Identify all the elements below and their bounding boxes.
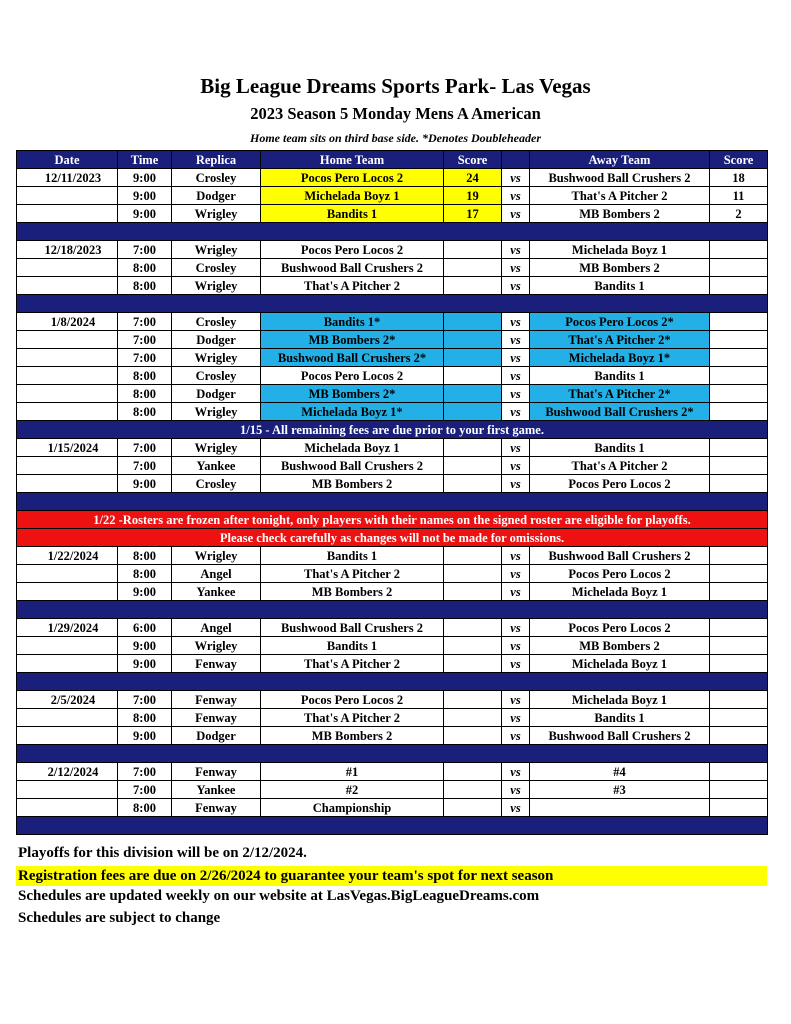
time-cell: 9:00 xyxy=(118,169,172,187)
home-team-cell: Bandits 1 xyxy=(261,205,444,223)
game-row xyxy=(17,169,768,187)
replica-cell: Yankee xyxy=(172,457,261,475)
home-score-cell xyxy=(444,583,502,601)
date-cell xyxy=(17,205,118,223)
spacer-row xyxy=(17,673,768,691)
notice-text: Please check carefully as changes will not be made for omissions. xyxy=(17,529,768,547)
home-score-cell xyxy=(444,637,502,655)
notice-row xyxy=(17,421,768,439)
vs-cell: vs xyxy=(502,475,530,493)
away-score-cell xyxy=(710,457,768,475)
away-team-cell: Michelada Boyz 1* xyxy=(530,349,710,367)
game-row xyxy=(17,637,768,655)
col-header-time: Time xyxy=(118,151,172,169)
away-score-cell xyxy=(710,799,768,817)
notice-text: 1/15 - All remaining fees are due prior to your first game. xyxy=(17,421,768,439)
time-cell: 9:00 xyxy=(118,637,172,655)
time-cell: 8:00 xyxy=(118,547,172,565)
date-cell: 1/8/2024 xyxy=(17,313,118,331)
away-score-cell xyxy=(710,277,768,295)
home-score-cell xyxy=(444,259,502,277)
home-score-cell xyxy=(444,691,502,709)
date-cell xyxy=(17,709,118,727)
game-row xyxy=(17,709,768,727)
vs-cell: vs xyxy=(502,277,530,295)
home-score-cell xyxy=(444,781,502,799)
home-team-cell: That's A Pitcher 2 xyxy=(261,655,444,673)
away-team-cell: Bushwood Ball Crushers 2* xyxy=(530,403,710,421)
away-team-cell: Michelada Boyz 1 xyxy=(530,241,710,259)
spacer-row xyxy=(17,817,768,835)
home-team-cell: #2 xyxy=(261,781,444,799)
subject-note: Schedules are subject to change xyxy=(18,910,221,926)
home-team-cell: Championship xyxy=(261,799,444,817)
replica-cell: Dodger xyxy=(172,331,261,349)
date-cell xyxy=(17,781,118,799)
date-cell: 2/5/2024 xyxy=(17,691,118,709)
home-score-cell xyxy=(444,313,502,331)
away-score-cell xyxy=(710,637,768,655)
replica-cell: Fenway xyxy=(172,691,261,709)
away-team-cell: Pocos Pero Locos 2 xyxy=(530,565,710,583)
replica-cell: Wrigley xyxy=(172,349,261,367)
home-team-cell: Michelada Boyz 1 xyxy=(261,187,444,205)
vs-cell: vs xyxy=(502,799,530,817)
vs-cell: vs xyxy=(502,331,530,349)
time-cell: 9:00 xyxy=(118,727,172,745)
away-score-cell: 2 xyxy=(710,205,768,223)
vs-cell: vs xyxy=(502,187,530,205)
away-team-cell xyxy=(530,799,710,817)
away-score-cell xyxy=(710,709,768,727)
col-header-home-score: Score xyxy=(444,151,502,169)
home-score-cell xyxy=(444,241,502,259)
replica-cell: Wrigley xyxy=(172,439,261,457)
home-score-cell xyxy=(444,331,502,349)
time-cell: 7:00 xyxy=(118,349,172,367)
away-score-cell xyxy=(710,331,768,349)
home-score-cell xyxy=(444,565,502,583)
home-team-cell: Pocos Pero Locos 2 xyxy=(261,691,444,709)
away-team-cell: That's A Pitcher 2 xyxy=(530,187,710,205)
away-score-cell xyxy=(710,259,768,277)
away-team-cell: Michelada Boyz 1 xyxy=(530,583,710,601)
home-team-cell: MB Bombers 2* xyxy=(261,385,444,403)
date-cell: 12/18/2023 xyxy=(17,241,118,259)
game-row xyxy=(17,277,768,295)
home-team-cell: Pocos Pero Locos 2 xyxy=(261,367,444,385)
replica-cell: Crosley xyxy=(172,475,261,493)
date-cell xyxy=(17,637,118,655)
table-header-row xyxy=(17,151,768,169)
home-team-cell: Michelada Boyz 1 xyxy=(261,439,444,457)
replica-cell: Wrigley xyxy=(172,241,261,259)
home-team-cell: Bushwood Ball Crushers 2 xyxy=(261,259,444,277)
vs-cell: vs xyxy=(502,367,530,385)
replica-cell: Fenway xyxy=(172,655,261,673)
date-cell xyxy=(17,475,118,493)
replica-cell: Yankee xyxy=(172,781,261,799)
time-cell: 9:00 xyxy=(118,655,172,673)
game-row xyxy=(17,439,768,457)
date-cell xyxy=(17,259,118,277)
away-team-cell: Pocos Pero Locos 2 xyxy=(530,475,710,493)
replica-cell: Fenway xyxy=(172,799,261,817)
home-score-cell xyxy=(444,403,502,421)
home-team-cell: Pocos Pero Locos 2 xyxy=(261,241,444,259)
game-row xyxy=(17,313,768,331)
away-score-cell xyxy=(710,241,768,259)
spacer-cell xyxy=(17,817,768,835)
vs-cell: vs xyxy=(502,403,530,421)
home-team-cell: Bushwood Ball Crushers 2* xyxy=(261,349,444,367)
col-header-away-score: Score xyxy=(710,151,768,169)
home-team-cell: Bandits 1* xyxy=(261,313,444,331)
home-team-cell: That's A Pitcher 2 xyxy=(261,709,444,727)
date-cell xyxy=(17,367,118,385)
replica-cell: Wrigley xyxy=(172,403,261,421)
home-team-cell: MB Bombers 2 xyxy=(261,475,444,493)
date-cell xyxy=(17,583,118,601)
website-note: Schedules are updated weekly on our website at LasVegas.BigLeagueDreams.com xyxy=(18,888,540,904)
away-team-cell: Pocos Pero Locos 2* xyxy=(530,313,710,331)
vs-cell: vs xyxy=(502,583,530,601)
home-team-cell: MB Bombers 2 xyxy=(261,727,444,745)
home-score-cell xyxy=(444,367,502,385)
spacer-cell xyxy=(17,673,768,691)
away-score-cell xyxy=(710,403,768,421)
away-team-cell: Bushwood Ball Crushers 2 xyxy=(530,547,710,565)
time-cell: 9:00 xyxy=(118,205,172,223)
time-cell: 9:00 xyxy=(118,187,172,205)
home-team-cell: #1 xyxy=(261,763,444,781)
col-header-date: Date xyxy=(17,151,118,169)
page-subtitle: 2023 Season 5 Monday Mens A American xyxy=(250,104,541,123)
time-cell: 7:00 xyxy=(118,457,172,475)
spacer-cell xyxy=(17,493,768,511)
date-cell: 2/12/2024 xyxy=(17,763,118,781)
spacer-row xyxy=(17,601,768,619)
spacer-cell xyxy=(17,295,768,313)
home-team-cell: Bushwood Ball Crushers 2 xyxy=(261,619,444,637)
date-cell xyxy=(17,187,118,205)
spacer-row xyxy=(17,493,768,511)
replica-cell: Crosley xyxy=(172,259,261,277)
home-score-cell: 19 xyxy=(444,187,502,205)
game-row xyxy=(17,259,768,277)
date-cell xyxy=(17,277,118,295)
vs-cell: vs xyxy=(502,709,530,727)
header-note: Home team sits on third base side. *Denotes Doubleheader xyxy=(250,131,541,145)
game-row xyxy=(17,799,768,817)
away-score-cell xyxy=(710,547,768,565)
replica-cell: Crosley xyxy=(172,367,261,385)
away-team-cell: Bandits 1 xyxy=(530,277,710,295)
vs-cell: vs xyxy=(502,259,530,277)
away-score-cell xyxy=(710,655,768,673)
away-score-cell xyxy=(710,763,768,781)
time-cell: 8:00 xyxy=(118,565,172,583)
game-row xyxy=(17,727,768,745)
away-score-cell xyxy=(710,619,768,637)
away-team-cell: Bandits 1 xyxy=(530,367,710,385)
time-cell: 8:00 xyxy=(118,277,172,295)
replica-cell: Crosley xyxy=(172,169,261,187)
col-header-vs xyxy=(502,151,530,169)
game-row xyxy=(17,403,768,421)
vs-cell: vs xyxy=(502,439,530,457)
away-team-cell: Bandits 1 xyxy=(530,439,710,457)
home-score-cell xyxy=(444,727,502,745)
date-cell: 12/11/2023 xyxy=(17,169,118,187)
replica-cell: Fenway xyxy=(172,709,261,727)
home-team-cell: MB Bombers 2 xyxy=(261,583,444,601)
playoffs-note: Playoffs for this division will be on 2/12/2024. xyxy=(18,845,307,861)
away-team-cell: Bushwood Ball Crushers 2 xyxy=(530,169,710,187)
vs-cell: vs xyxy=(502,637,530,655)
game-row xyxy=(17,565,768,583)
vs-cell: vs xyxy=(502,349,530,367)
away-team-cell: Bushwood Ball Crushers 2 xyxy=(530,727,710,745)
time-cell: 8:00 xyxy=(118,709,172,727)
game-row xyxy=(17,457,768,475)
vs-cell: vs xyxy=(502,547,530,565)
date-cell xyxy=(17,385,118,403)
vs-cell: vs xyxy=(502,313,530,331)
home-team-cell: That's A Pitcher 2 xyxy=(261,277,444,295)
date-cell xyxy=(17,331,118,349)
home-score-cell xyxy=(444,457,502,475)
replica-cell: Wrigley xyxy=(172,637,261,655)
spacer-cell xyxy=(17,223,768,241)
time-cell: 7:00 xyxy=(118,781,172,799)
date-cell: 1/22/2024 xyxy=(17,547,118,565)
away-team-cell: MB Bombers 2 xyxy=(530,259,710,277)
home-team-cell: Michelada Boyz 1* xyxy=(261,403,444,421)
home-team-cell: MB Bombers 2* xyxy=(261,331,444,349)
replica-cell: Wrigley xyxy=(172,205,261,223)
time-cell: 8:00 xyxy=(118,259,172,277)
away-score-cell xyxy=(710,439,768,457)
away-score-cell xyxy=(710,385,768,403)
home-score-cell xyxy=(444,547,502,565)
vs-cell: vs xyxy=(502,565,530,583)
home-score-cell xyxy=(444,439,502,457)
vs-cell: vs xyxy=(502,241,530,259)
game-row xyxy=(17,205,768,223)
game-row xyxy=(17,547,768,565)
game-row xyxy=(17,619,768,637)
away-team-cell: MB Bombers 2 xyxy=(530,637,710,655)
replica-cell: Dodger xyxy=(172,187,261,205)
schedule-table xyxy=(16,150,768,835)
away-team-cell: MB Bombers 2 xyxy=(530,205,710,223)
away-score-cell xyxy=(710,367,768,385)
away-team-cell: Michelada Boyz 1 xyxy=(530,691,710,709)
home-team-cell: Bandits 1 xyxy=(261,637,444,655)
time-cell: 8:00 xyxy=(118,367,172,385)
replica-cell: Crosley xyxy=(172,313,261,331)
home-score-cell xyxy=(444,709,502,727)
home-team-cell: Bandits 1 xyxy=(261,547,444,565)
vs-cell: vs xyxy=(502,457,530,475)
date-cell xyxy=(17,799,118,817)
col-header-home-team: Home Team xyxy=(261,151,444,169)
vs-cell: vs xyxy=(502,691,530,709)
spacer-row xyxy=(17,295,768,313)
home-score-cell: 17 xyxy=(444,205,502,223)
game-row xyxy=(17,187,768,205)
game-row xyxy=(17,781,768,799)
game-row xyxy=(17,583,768,601)
date-cell xyxy=(17,655,118,673)
time-cell: 8:00 xyxy=(118,385,172,403)
time-cell: 7:00 xyxy=(118,763,172,781)
game-row xyxy=(17,475,768,493)
away-score-cell: 11 xyxy=(710,187,768,205)
replica-cell: Fenway xyxy=(172,763,261,781)
time-cell: 9:00 xyxy=(118,475,172,493)
replica-cell: Yankee xyxy=(172,583,261,601)
col-header-away-team: Away Team xyxy=(530,151,710,169)
away-score-cell xyxy=(710,475,768,493)
away-score-cell xyxy=(710,313,768,331)
away-team-cell: That's A Pitcher 2 xyxy=(530,457,710,475)
replica-cell: Wrigley xyxy=(172,547,261,565)
away-team-cell: Michelada Boyz 1 xyxy=(530,655,710,673)
home-score-cell: 24 xyxy=(444,169,502,187)
spacer-cell xyxy=(17,745,768,763)
home-score-cell xyxy=(444,349,502,367)
vs-cell: vs xyxy=(502,385,530,403)
date-cell xyxy=(17,565,118,583)
col-header-replica: Replica xyxy=(172,151,261,169)
replica-cell: Wrigley xyxy=(172,277,261,295)
date-cell: 1/15/2024 xyxy=(17,439,118,457)
away-score-cell xyxy=(710,349,768,367)
replica-cell: Dodger xyxy=(172,727,261,745)
date-cell xyxy=(17,349,118,367)
spacer-row xyxy=(17,223,768,241)
away-team-cell: Pocos Pero Locos 2 xyxy=(530,619,710,637)
time-cell: 7:00 xyxy=(118,331,172,349)
home-score-cell xyxy=(444,385,502,403)
vs-cell: vs xyxy=(502,781,530,799)
home-score-cell xyxy=(444,655,502,673)
replica-cell: Dodger xyxy=(172,385,261,403)
game-row xyxy=(17,763,768,781)
vs-cell: vs xyxy=(502,655,530,673)
game-row xyxy=(17,331,768,349)
vs-cell: vs xyxy=(502,205,530,223)
away-score-cell xyxy=(710,781,768,799)
vs-cell: vs xyxy=(502,169,530,187)
time-cell: 8:00 xyxy=(118,403,172,421)
spacer-cell xyxy=(17,601,768,619)
home-team-cell: Bushwood Ball Crushers 2 xyxy=(261,457,444,475)
date-cell: 1/29/2024 xyxy=(17,619,118,637)
home-team-cell: That's A Pitcher 2 xyxy=(261,565,444,583)
roster-notice-row xyxy=(17,511,768,529)
time-cell: 7:00 xyxy=(118,313,172,331)
game-row xyxy=(17,691,768,709)
time-cell: 7:00 xyxy=(118,691,172,709)
vs-cell: vs xyxy=(502,619,530,637)
away-team-cell: That's A Pitcher 2* xyxy=(530,331,710,349)
game-row xyxy=(17,241,768,259)
replica-cell: Angel xyxy=(172,619,261,637)
home-score-cell xyxy=(444,619,502,637)
home-score-cell xyxy=(444,277,502,295)
spacer-row xyxy=(17,745,768,763)
vs-cell: vs xyxy=(502,763,530,781)
home-score-cell xyxy=(444,799,502,817)
notice-text: 1/22 -Rosters are frozen after tonight, only players with their names on the signed roster are eligible for playoffs. xyxy=(17,511,768,529)
away-score-cell xyxy=(710,691,768,709)
home-score-cell xyxy=(444,475,502,493)
time-cell: 8:00 xyxy=(118,799,172,817)
away-score-cell xyxy=(710,727,768,745)
home-score-cell xyxy=(444,763,502,781)
roster-notice-row xyxy=(17,529,768,547)
registration-note: Registration fees are due on 2/26/2024 to guarantee your team's spot for next season xyxy=(16,866,767,886)
game-row xyxy=(17,349,768,367)
page-title: Big League Dreams Sports Park- Las Vegas xyxy=(200,74,591,98)
away-score-cell: 18 xyxy=(710,169,768,187)
vs-cell: vs xyxy=(502,727,530,745)
date-cell xyxy=(17,727,118,745)
schedule-body xyxy=(17,169,768,835)
away-team-cell: #3 xyxy=(530,781,710,799)
away-team-cell: That's A Pitcher 2* xyxy=(530,385,710,403)
time-cell: 7:00 xyxy=(118,241,172,259)
time-cell: 6:00 xyxy=(118,619,172,637)
date-cell xyxy=(17,403,118,421)
replica-cell: Angel xyxy=(172,565,261,583)
home-team-cell: Pocos Pero Locos 2 xyxy=(261,169,444,187)
away-score-cell xyxy=(710,583,768,601)
away-score-cell xyxy=(710,565,768,583)
away-team-cell: Bandits 1 xyxy=(530,709,710,727)
away-team-cell: #4 xyxy=(530,763,710,781)
time-cell: 7:00 xyxy=(118,439,172,457)
game-row xyxy=(17,367,768,385)
game-row xyxy=(17,655,768,673)
date-cell xyxy=(17,457,118,475)
game-row xyxy=(17,385,768,403)
time-cell: 9:00 xyxy=(118,583,172,601)
